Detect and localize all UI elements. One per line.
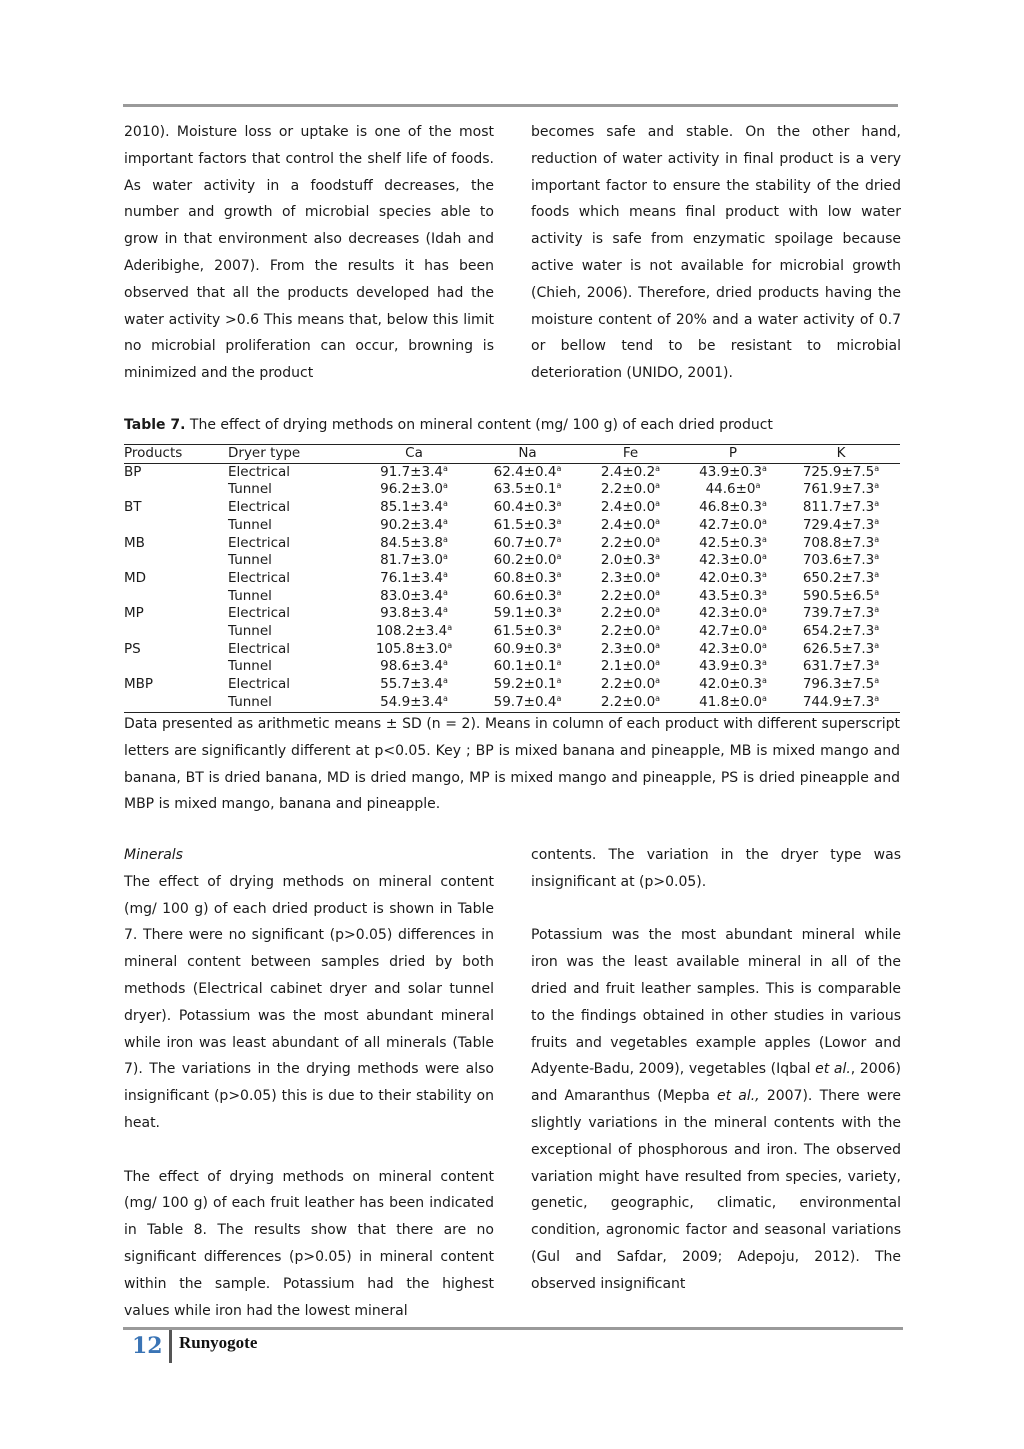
- cell-k: 761.9±7.3$^a$: [802, 481, 880, 498]
- table-row: [124, 623, 900, 641]
- cell-k: 708.8±7.3$^a$: [802, 534, 880, 551]
- cell-p: 43.9±0.3$^a$: [699, 463, 767, 480]
- cell-na: 60.7±0.7$^a$: [493, 534, 562, 551]
- superscript-letter: a: [761, 676, 767, 686]
- body-paragraph: The effect of drying methods on mineral content (mg/ 100 g) of each dried product is shown in Table 7. There were no significant (p>0.05) differences in mineral content between samples dried by both methods (Electrical cabinet dryer and solar tunnel dryer). Potassium was the most abundant mineral while iron was least abundant of all minerals (Table 7). The variations in the drying methods were also insignificant (p>0.05) this is due to their stability on heat.: [124, 873, 494, 1131]
- cell-p: 42.0±0.3$^a$: [699, 569, 767, 586]
- right-column-bottom: [531, 842, 901, 1298]
- table-caption-text: The effect of drying methods on mineral content (mg/ 100 g) of each dried product: [185, 417, 773, 433]
- superscript-letter: a: [874, 658, 880, 668]
- superscript-letter: a: [442, 463, 448, 473]
- cell-ca: 108.2±3.4$^a$: [375, 623, 453, 640]
- superscript-letter: a: [874, 587, 880, 597]
- superscript-letter: a: [761, 499, 767, 509]
- cell-k: 590.5±6.5$^a$: [802, 587, 880, 604]
- superscript-letter: a: [761, 516, 767, 526]
- cell-k: 725.9±7.5$^a$: [802, 463, 880, 480]
- body-paragraph: The effect of drying methods on mineral content (mg/ 100 g) of each fruit leather has been indicated in Table 8. The results show that there are no significant differences (p>0.05) in mineral content within the sample. Potassium had the highest values while iron had the lowest mineral: [124, 1168, 494, 1319]
- superscript-letter: a: [442, 499, 448, 509]
- superscript-letter: a: [874, 481, 880, 491]
- superscript-letter: a: [655, 516, 661, 526]
- table-row: [124, 658, 900, 676]
- cell-dryer-type: Tunnel: [228, 658, 272, 675]
- cell-k: 796.3±7.5$^a$: [802, 676, 880, 693]
- section-heading: Minerals: [124, 847, 183, 863]
- superscript-letter: a: [655, 693, 661, 703]
- superscript-letter: a: [874, 463, 880, 473]
- cell-k: 626.5±7.3$^a$: [802, 640, 880, 657]
- cell-dryer-type: Electrical: [228, 499, 291, 516]
- superscript-letter: a: [755, 481, 761, 491]
- cell-dryer-type: Tunnel: [228, 587, 272, 604]
- cell-fe: 2.4±0.0$^a$: [600, 499, 661, 516]
- right-column-top: [531, 119, 901, 387]
- superscript-letter: a: [556, 605, 562, 615]
- superscript-letter: a: [874, 569, 880, 579]
- cell-na: 61.5±0.3$^a$: [493, 516, 562, 533]
- superscript-letter: a: [556, 587, 562, 597]
- cell-fe: 2.0±0.3$^a$: [600, 552, 661, 569]
- cell-na: 60.8±0.3$^a$: [493, 569, 562, 586]
- cell-product: [124, 552, 228, 570]
- cell-ca: 96.2±3.0$^a$: [380, 481, 448, 498]
- cell-ca: 93.8±3.4$^a$: [380, 605, 448, 622]
- cell-k: 650.2±7.3$^a$: [802, 569, 880, 586]
- cell-product: MD: [124, 569, 147, 586]
- body-paragraph: Potassium was the most abundant mineral while iron was the least available mineral in all of the dried and fruit leather samples. This is comparable to the findings obtained in other studies in various fruits and vegetables example apples (Lowor and Adyente-Badu, 2009), vegetables (Iqbal et al., 2006) and Amaranthus (Mepba et al., 2007). There were slightly variations in the mineral contents with the exceptional of phosphorous and iron. The observed variation might have resulted from species, variety, genetic, geographic, climatic, environmental condition, agronomic factor and seasonal variations (Gul and Safdar, 2009; Adepoju, 2012). The observed insignificant: [531, 927, 901, 1292]
- superscript-letter: a: [761, 605, 767, 615]
- cell-dryer-type: Electrical: [228, 640, 291, 657]
- superscript-letter: a: [556, 676, 562, 686]
- superscript-letter: a: [655, 552, 661, 562]
- cell-fe: 2.2±0.0$^a$: [600, 623, 661, 640]
- table-row: [124, 676, 900, 694]
- cell-p: 42.5±0.3$^a$: [699, 534, 767, 551]
- cell-na: 59.7±0.4$^a$: [478, 694, 577, 712]
- cell-ca: 76.1±3.4$^a$: [380, 569, 448, 586]
- cell-product: [124, 588, 228, 606]
- table-row: [124, 641, 900, 659]
- cell-fe: 2.2±0.0$^a$: [577, 694, 684, 712]
- superscript-letter: a: [556, 552, 562, 562]
- cell-na: 60.6±0.3$^a$: [493, 587, 562, 604]
- superscript-letter: a: [447, 640, 453, 650]
- table-row: [124, 570, 900, 588]
- cell-dryer-type: Tunnel: [228, 481, 272, 498]
- table-row: [124, 517, 900, 535]
- superscript-letter: a: [442, 658, 448, 668]
- cell-ca: 91.7±3.4$^a$: [380, 463, 448, 480]
- superscript-letter: a: [442, 516, 448, 526]
- superscript-letter: a: [874, 605, 880, 615]
- header-rule: [123, 104, 898, 107]
- cell-ca: 54.9±3.4$^a$: [350, 694, 478, 712]
- cell-p: 42.0±0.3$^a$: [699, 676, 767, 693]
- table-row: [124, 535, 900, 553]
- superscript-letter: a: [655, 587, 661, 597]
- superscript-letter: a: [874, 693, 880, 703]
- cell-ca: 83.0±3.4$^a$: [380, 587, 448, 604]
- cell-product: MP: [124, 605, 144, 622]
- superscript-letter: a: [874, 534, 880, 544]
- cell-product: [124, 481, 228, 499]
- cell-fe: 2.3±0.0$^a$: [600, 640, 661, 657]
- cell-k: 729.4±7.3$^a$: [802, 516, 880, 533]
- superscript-letter: a: [655, 569, 661, 579]
- header-fe: Fe: [577, 445, 684, 464]
- cell-ca: 84.5±3.8$^a$: [380, 534, 448, 551]
- header-p: P: [684, 445, 782, 464]
- superscript-letter: a: [442, 481, 448, 491]
- superscript-letter: a: [761, 552, 767, 562]
- cell-dryer-type: Electrical: [228, 605, 291, 622]
- cell-p: 42.3±0.0$^a$: [699, 640, 767, 657]
- cell-ca: 90.2±3.4$^a$: [380, 516, 448, 533]
- superscript-letter: a: [556, 534, 562, 544]
- table-caption: [124, 414, 900, 436]
- cell-product: MB: [124, 534, 145, 551]
- superscript-letter: a: [442, 676, 448, 686]
- superscript-letter: a: [655, 481, 661, 491]
- table-caption-label: Table 7.: [124, 417, 186, 433]
- cell-p: 42.7±0.0$^a$: [699, 516, 767, 533]
- table-row: [124, 588, 900, 606]
- cell-na: 59.1±0.3$^a$: [493, 605, 562, 622]
- cell-product: BT: [124, 499, 142, 516]
- mineral-table: [124, 444, 900, 713]
- cell-product: [124, 658, 228, 676]
- superscript-letter: a: [442, 605, 448, 615]
- superscript-letter: a: [442, 534, 448, 544]
- superscript-letter: a: [874, 499, 880, 509]
- cell-ca: 85.1±3.4$^a$: [380, 499, 448, 516]
- cell-dryer-type: Tunnel: [228, 516, 272, 533]
- cell-p: 43.5±0.3$^a$: [699, 587, 767, 604]
- superscript-letter: a: [761, 658, 767, 668]
- cell-dryer-type: Tunnel: [228, 694, 350, 712]
- superscript-letter: a: [655, 640, 661, 650]
- cell-na: 60.2±0.0$^a$: [493, 552, 562, 569]
- header-ca: Ca: [350, 445, 478, 464]
- superscript-letter: a: [442, 693, 448, 703]
- cell-ca: 55.7±3.4$^a$: [380, 676, 448, 693]
- body-paragraph: 2010). Moisture loss or uptake is one of the most important factors that control the shelf life of foods. As water activity in a foodstuff decreases, the number and growth of microbial species able to grow in that environment also decreases (Idah and Aderibighe, 2007). From the results it has been observed that all the products developed had the water activity >0.6 This means that, below this limit no microbial proliferation can occur, browning is minimized and the product: [124, 124, 494, 382]
- cell-dryer-type: Electrical: [228, 534, 291, 551]
- superscript-letter: a: [874, 516, 880, 526]
- cell-k: 739.7±7.3$^a$: [802, 605, 880, 622]
- superscript-letter: a: [442, 552, 448, 562]
- superscript-letter: a: [556, 658, 562, 668]
- cell-ca: 81.7±3.0$^a$: [380, 552, 448, 569]
- superscript-letter: a: [874, 623, 880, 633]
- superscript-letter: a: [655, 499, 661, 509]
- body-paragraph: becomes safe and stable. On the other hand, reduction of water activity in final product is a very important factor to ensure the stability of the dried foods which means final product with low water activity is safe from enzymatic spoilage because active water is not available for microbial growth (Chieh, 2006). Therefore, dried products having the moisture content of 20% and a water activity of 0.7 or bellow tend to be resistant to microbial deterioration (UNIDO, 2001).: [531, 124, 901, 382]
- cell-fe: 2.2±0.0$^a$: [600, 481, 661, 498]
- table-row: [124, 694, 900, 712]
- superscript-letter: a: [761, 693, 767, 703]
- superscript-letter: a: [655, 534, 661, 544]
- cell-p: 42.3±0.0$^a$: [699, 552, 767, 569]
- cell-dryer-type: Electrical: [228, 676, 291, 693]
- header-na: Na: [478, 445, 577, 464]
- cell-fe: 2.1±0.0$^a$: [600, 658, 661, 675]
- cell-product: MBP: [124, 676, 154, 693]
- header-dryer-type: Dryer type: [228, 445, 350, 464]
- superscript-letter: a: [761, 640, 767, 650]
- table-row: [124, 463, 900, 481]
- cell-k: 744.9±7.3$^a$: [782, 694, 900, 712]
- cell-fe: 2.2±0.0$^a$: [600, 676, 661, 693]
- cell-na: 60.9±0.3$^a$: [493, 640, 562, 657]
- table-row: [124, 481, 900, 499]
- footer-divider: [169, 1330, 172, 1363]
- cell-p: 43.9±0.3$^a$: [699, 658, 767, 675]
- cell-k: 654.2±7.3$^a$: [802, 623, 880, 640]
- cell-na: 61.5±0.3$^a$: [493, 623, 562, 640]
- cell-na: 62.4±0.4$^a$: [493, 463, 562, 480]
- cell-product: BP: [124, 463, 142, 480]
- table-row: [124, 552, 900, 570]
- left-column-bottom: [124, 842, 494, 1324]
- table-header-row: [124, 445, 900, 464]
- superscript-letter: a: [556, 623, 562, 633]
- superscript-letter: a: [556, 640, 562, 650]
- superscript-letter: a: [761, 534, 767, 544]
- superscript-letter: a: [442, 587, 448, 597]
- running-head: Runyogote: [179, 1333, 258, 1352]
- header-products: Products: [124, 445, 228, 464]
- superscript-letter: a: [556, 499, 562, 509]
- superscript-letter: a: [655, 605, 661, 615]
- cell-p: 46.8±0.3$^a$: [699, 499, 767, 516]
- superscript-letter: a: [655, 676, 661, 686]
- cell-na: 63.5±0.1$^a$: [493, 481, 562, 498]
- superscript-letter: a: [655, 623, 661, 633]
- superscript-letter: a: [761, 587, 767, 597]
- cell-dryer-type: Tunnel: [228, 552, 272, 569]
- superscript-letter: a: [655, 463, 661, 473]
- superscript-letter: a: [761, 623, 767, 633]
- cell-na: 60.4±0.3$^a$: [493, 499, 562, 516]
- cell-fe: 2.3±0.0$^a$: [600, 569, 661, 586]
- footer-rule: [123, 1327, 903, 1330]
- cell-fe: 2.4±0.2$^a$: [600, 463, 661, 480]
- superscript-letter: a: [655, 658, 661, 668]
- superscript-letter: a: [556, 481, 562, 491]
- cell-ca: 98.6±3.4$^a$: [380, 658, 448, 675]
- superscript-letter: a: [556, 569, 562, 579]
- cell-fe: 2.2±0.0$^a$: [600, 605, 661, 622]
- cell-ca: 105.8±3.0$^a$: [375, 640, 453, 657]
- table-body: [124, 463, 900, 712]
- header-k: K: [782, 445, 900, 464]
- table-footnote: Data presented as arithmetic means ± SD (n = 2). Means in column of each product with different superscript letters are significantly different at p<0.05. Key ; BP is mixed banana and pineapple, MB is mixed mango and banana, BT is dried banana, MD is dried mango, MP is mixed mango and pineapple, PS is dried pineapple and MBP is mixed mango, banana and pineapple.: [124, 716, 900, 813]
- left-column-top: [124, 119, 494, 387]
- cell-fe: 2.2±0.0$^a$: [600, 534, 661, 551]
- cell-na: 60.1±0.1$^a$: [493, 658, 562, 675]
- body-paragraph: contents. The variation in the dryer type was insignificant at (p>0.05).: [531, 847, 901, 890]
- superscript-letter: a: [874, 640, 880, 650]
- cell-k: 631.7±7.3$^a$: [802, 658, 880, 675]
- superscript-letter: a: [556, 516, 562, 526]
- cell-k: 703.6±7.3$^a$: [802, 552, 880, 569]
- cell-p: 41.8±0.0$^a$: [684, 694, 782, 712]
- cell-k: 811.7±7.3$^a$: [802, 499, 880, 516]
- cell-product: [124, 517, 228, 535]
- superscript-letter: a: [556, 463, 562, 473]
- cell-p: 42.3±0.0$^a$: [699, 605, 767, 622]
- cell-fe: 2.4±0.0$^a$: [600, 516, 661, 533]
- superscript-letter: a: [447, 623, 453, 633]
- superscript-letter: a: [761, 569, 767, 579]
- cell-product: PS: [124, 640, 141, 657]
- cell-dryer-type: Tunnel: [228, 623, 272, 640]
- superscript-letter: a: [874, 552, 880, 562]
- page-number: 12: [132, 1333, 163, 1359]
- cell-dryer-type: Electrical: [228, 569, 291, 586]
- cell-fe: 2.2±0.0$^a$: [600, 587, 661, 604]
- superscript-letter: a: [874, 676, 880, 686]
- cell-product: [124, 694, 228, 712]
- cell-p: $44.6\pm 0^a$: [705, 481, 761, 498]
- superscript-letter: a: [442, 569, 448, 579]
- cell-p: 42.7±0.0$^a$: [699, 623, 767, 640]
- cell-na: 59.2±0.1$^a$: [493, 676, 562, 693]
- table-row: [124, 605, 900, 623]
- cell-product: [124, 623, 228, 641]
- superscript-letter: a: [556, 693, 562, 703]
- superscript-letter: a: [761, 463, 767, 473]
- cell-dryer-type: Electrical: [228, 463, 291, 480]
- table-row: [124, 499, 900, 517]
